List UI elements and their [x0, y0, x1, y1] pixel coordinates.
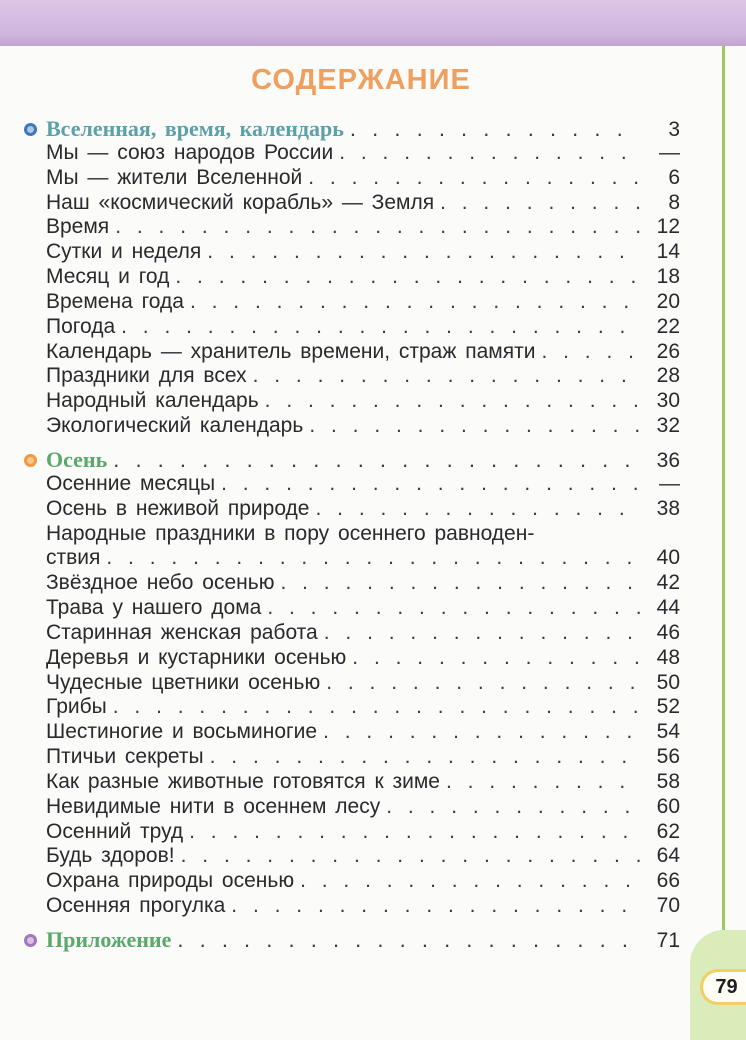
- toc-item[interactable]: [46, 695, 680, 720]
- item-page: 22: [656, 314, 680, 338]
- item-page: 56: [656, 745, 680, 769]
- dot-leader: [300, 869, 640, 893]
- dot-leader: [350, 116, 640, 142]
- item-page: 54: [656, 720, 680, 744]
- dot-leader: [440, 191, 640, 215]
- toc-item[interactable]: [46, 869, 680, 894]
- toc-item[interactable]: [46, 621, 680, 646]
- toc-section-autumn[interactable]: [46, 447, 680, 472]
- toc-item-continuation[interactable]: [46, 546, 680, 571]
- section-page: 36: [656, 448, 680, 472]
- item-page: 46: [656, 620, 680, 644]
- dot-leader: [446, 770, 640, 794]
- dot-leader: [106, 546, 640, 570]
- item-page: 14: [656, 240, 680, 264]
- item-title: Сутки и неделя: [46, 240, 202, 264]
- toc-item[interactable]: [46, 414, 680, 439]
- dot-leader: [386, 795, 640, 819]
- item-page: 58: [656, 769, 680, 793]
- dot-leader: [315, 497, 640, 521]
- toc-item[interactable]: [46, 265, 680, 290]
- toc-item[interactable]: [46, 894, 680, 919]
- item-title: Народные праздники в пору осеннего равноден-: [46, 521, 535, 545]
- item-title: Охрана природы осенью: [46, 869, 295, 893]
- dot-leader: [175, 265, 640, 289]
- toc-item[interactable]: [46, 820, 680, 845]
- toc-item[interactable]: [46, 497, 680, 522]
- dot-leader: [309, 414, 640, 438]
- toc-item[interactable]: [46, 141, 680, 166]
- toc-section-appendix[interactable]: [46, 927, 680, 952]
- dot-leader: [339, 141, 640, 165]
- toc-item[interactable]: [46, 720, 680, 745]
- dot-leader: [265, 389, 640, 413]
- toc-item[interactable]: [46, 671, 680, 696]
- item-title: Время: [46, 215, 110, 239]
- item-page: —: [659, 140, 680, 164]
- dot-leader: [177, 927, 640, 953]
- purple-bullet-icon: [24, 934, 37, 947]
- item-page: 38: [656, 496, 680, 520]
- dot-leader: [181, 844, 640, 868]
- item-page: 28: [656, 364, 680, 388]
- dot-leader: [541, 340, 640, 364]
- item-title: Погода: [46, 314, 116, 338]
- item-page: 62: [656, 819, 680, 843]
- toc-item[interactable]: [46, 770, 680, 795]
- item-title: Мы — союз народов России: [46, 140, 334, 164]
- item-title: Невидимые нити в осеннем лесу: [46, 794, 381, 818]
- toc-item[interactable]: [46, 166, 680, 191]
- dot-leader: [207, 240, 640, 264]
- page-number-badge: [700, 969, 746, 1005]
- toc-item[interactable]: [46, 364, 680, 389]
- toc-item[interactable]: [46, 795, 680, 820]
- item-title: Экологический календарь: [46, 414, 304, 438]
- item-page: 40: [656, 546, 680, 570]
- item-title: Осенняя прогулка: [46, 894, 226, 918]
- item-title: Осенние месяцы: [46, 471, 216, 495]
- orange-bullet-icon: [24, 454, 37, 467]
- item-title: Шестиногие и восьминогие: [46, 720, 318, 744]
- dot-leader: [267, 596, 640, 620]
- dot-leader: [253, 364, 640, 388]
- dot-leader: [280, 571, 640, 595]
- dot-leader: [189, 820, 640, 844]
- item-page: 30: [656, 389, 680, 413]
- toc-item[interactable]: [46, 290, 680, 315]
- right-margin-rule: [722, 46, 725, 971]
- item-page: 48: [656, 645, 680, 669]
- item-title: Наш «космический корабль» — Земля: [46, 190, 435, 214]
- dot-leader: [308, 166, 640, 190]
- dot-leader: [190, 290, 640, 314]
- dot-leader: [323, 720, 640, 744]
- toc-item[interactable]: [46, 646, 680, 671]
- item-page: —: [659, 471, 680, 495]
- item-title: Праздники для всех: [46, 364, 247, 388]
- item-title: Осенний труд: [46, 819, 184, 843]
- page-title: СОДЕРЖАНИЕ: [251, 64, 471, 96]
- toc-item[interactable]: [46, 472, 680, 497]
- item-page: 70: [656, 894, 680, 918]
- item-title-continuation: ствия: [46, 546, 101, 570]
- toc-item-first-line[interactable]: [46, 522, 680, 547]
- item-page: 50: [656, 670, 680, 694]
- dot-leader: [326, 671, 640, 695]
- item-page: 60: [656, 794, 680, 818]
- toc-item[interactable]: [46, 389, 680, 414]
- dot-leader: [221, 472, 640, 496]
- section-title: Осень: [46, 446, 108, 472]
- dot-leader: [121, 315, 640, 339]
- toc-item[interactable]: [46, 191, 680, 216]
- item-page: 12: [656, 215, 680, 239]
- item-title: Месяц и год: [46, 265, 170, 289]
- item-title: Мы — жители Вселенной: [46, 165, 303, 189]
- item-page: 18: [656, 265, 680, 289]
- blue-bullet-icon: [24, 123, 37, 136]
- dot-leader: [115, 215, 640, 239]
- item-title: Календарь — хранитель времени, страж памяти: [46, 339, 536, 363]
- item-page: 64: [656, 844, 680, 868]
- item-title: Звёздное небо осенью: [46, 571, 275, 595]
- section-title: Вселенная, время, календарь: [46, 116, 344, 141]
- item-title: Как разные животные готовятся к зиме: [46, 769, 440, 793]
- dot-leader: [352, 646, 640, 670]
- item-title: Времена года: [46, 289, 184, 313]
- dot-leader: [113, 447, 640, 473]
- item-title: Птичьи секреты: [46, 745, 204, 769]
- page-number: 79: [715, 975, 738, 998]
- item-title: Грибы: [46, 695, 107, 719]
- toc-item[interactable]: [46, 844, 680, 869]
- item-page: 42: [656, 571, 680, 595]
- toc-item[interactable]: [46, 745, 680, 770]
- top-color-band: [0, 0, 746, 46]
- item-title: Деревья и кустарники осенью: [46, 645, 347, 669]
- toc-item[interactable]: [46, 340, 680, 365]
- dot-leader: [113, 695, 640, 719]
- toc-item[interactable]: [46, 596, 680, 621]
- section-page: 3: [668, 118, 680, 141]
- dot-leader: [210, 745, 640, 769]
- item-title: Народный календарь: [46, 389, 259, 413]
- toc-item[interactable]: [46, 215, 680, 240]
- item-page: 8: [668, 190, 680, 214]
- dot-leader: [231, 894, 640, 918]
- item-title: Чудесные цветники осенью: [46, 670, 321, 694]
- item-page: 32: [656, 414, 680, 438]
- item-title: Будь здоров!: [46, 844, 175, 868]
- toc-item[interactable]: [46, 240, 680, 265]
- item-title: Осень в неживой природе: [46, 496, 310, 520]
- item-page: 26: [656, 339, 680, 363]
- toc-item[interactable]: [46, 315, 680, 340]
- item-page: 6: [668, 165, 680, 189]
- item-title: Трава у нашего дома: [46, 596, 262, 620]
- item-page: 20: [656, 289, 680, 313]
- item-title: Старинная женская работа: [46, 620, 318, 644]
- item-page: 44: [656, 596, 680, 620]
- section-page: 71: [656, 929, 680, 952]
- table-of-contents: [46, 116, 680, 952]
- section-title: Приложение: [46, 927, 172, 952]
- dot-leader: [324, 621, 640, 645]
- toc-section-universe[interactable]: [46, 116, 680, 141]
- item-page: 66: [656, 869, 680, 893]
- item-page: 52: [656, 695, 680, 719]
- toc-item[interactable]: [46, 571, 680, 596]
